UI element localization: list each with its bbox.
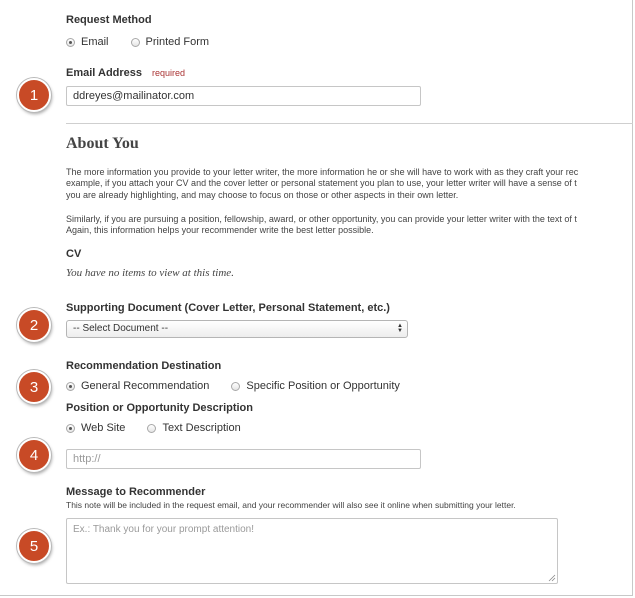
request-method-options: [66, 36, 209, 48]
recommendation-destination-label: Recommendation Destination: [66, 360, 222, 372]
radio-text-description[interactable]: [147, 424, 156, 433]
step-badge-3: 3: [17, 370, 51, 404]
email-address-label-text: Email Address: [66, 67, 143, 79]
radio-web-site[interactable]: [66, 424, 75, 433]
step-badge-2: 2: [17, 308, 51, 342]
radio-web-site-label[interactable]: Web Site: [81, 422, 126, 434]
about-you-paragraph-2: [66, 214, 633, 237]
about-you-paragraph-2-line-1: Similarly, if you are pursuing a position, fellowship, award, or other opportunity, you can provide your letter writer with the text of t: [66, 214, 577, 224]
radio-email[interactable]: [66, 38, 75, 47]
resize-handle-icon[interactable]: [548, 574, 556, 582]
message-textarea-placeholder: Ex.: Thank you for your prompt attention!: [73, 524, 255, 535]
radio-general-recommendation[interactable]: [66, 382, 75, 391]
url-input[interactable]: [66, 449, 421, 469]
about-you-title: About You: [66, 135, 139, 152]
radio-printed-form[interactable]: [131, 38, 140, 47]
supporting-document-selected: -- Select Document --: [73, 323, 169, 334]
radio-general-recommendation-label[interactable]: General Recommendation: [81, 380, 210, 392]
radio-text-description-label[interactable]: Text Description: [162, 422, 241, 434]
about-you-paragraph-1-line-1: The more information you provide to your letter writer, the more information he or she will have to work with as they craft your rec: [66, 167, 579, 177]
supporting-document-label: Supporting Document (Cover Letter, Personal Statement, etc.): [66, 302, 390, 314]
radio-printed-form-label[interactable]: Printed Form: [145, 36, 210, 48]
radio-specific-position-label[interactable]: Specific Position or Opportunity: [246, 380, 400, 392]
about-you-paragraph-2-line-2: Again, this information helps your recommender write the best letter possible.: [66, 225, 374, 236]
request-method-label: Request Method: [66, 14, 152, 26]
email-address-label: [66, 67, 185, 79]
position-description-options: [66, 422, 241, 434]
position-description-label: Position or Opportunity Description: [66, 402, 253, 414]
radio-specific-position[interactable]: [231, 382, 240, 391]
select-arrows-icon: ▲ ▼: [397, 323, 403, 334]
email-field[interactable]: [66, 86, 421, 106]
about-you-paragraph-1: [66, 167, 633, 201]
cv-empty-text: You have no items to view at this time.: [66, 267, 234, 279]
radio-email-label[interactable]: Email: [81, 36, 109, 48]
message-textarea[interactable]: [66, 518, 558, 584]
section-divider: [66, 123, 633, 124]
about-you-paragraph-1-line-3: you are already highlighting, and may choose to focus on those or other aspects in their own letter.: [66, 189, 459, 200]
cv-label: CV: [66, 248, 82, 260]
step-badge-1: 1: [17, 78, 51, 112]
about-you-paragraph-1-line-2: example, if you attach your CV and the cover letter or personal statement you plan to use, your letter writer will have a sense of t: [66, 178, 577, 189]
supporting-document-select[interactable]: [66, 320, 408, 338]
url-input-placeholder: http://: [73, 453, 101, 465]
email-field-value: ddreyes@mailinator.com: [73, 90, 195, 102]
message-label: Message to Recommender: [66, 486, 206, 498]
step-badge-5: 5: [17, 529, 51, 563]
required-indicator: required: [152, 68, 186, 78]
step-badge-4: 4: [17, 438, 51, 472]
recommendation-destination-options: [66, 380, 400, 392]
message-note: This note will be included in the request email, and your recommender will also see it online when submitting your letter.: [66, 500, 516, 510]
